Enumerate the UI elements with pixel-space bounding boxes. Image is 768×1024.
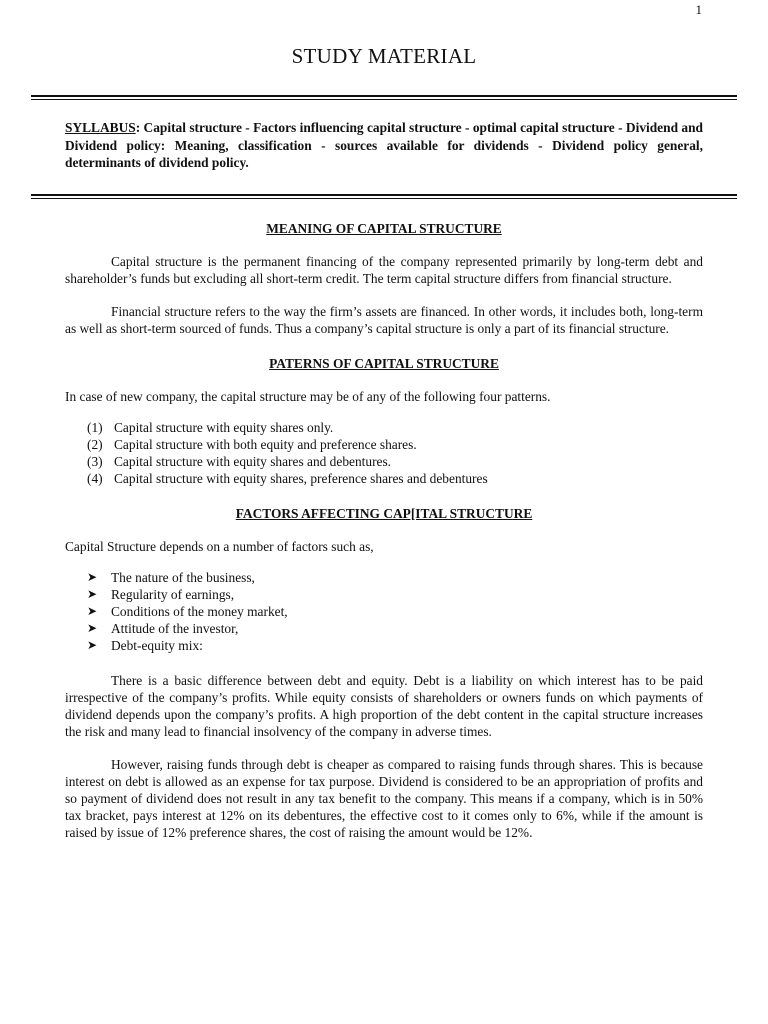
- list-item-text: Capital structure with equity shares, preference shares and debentures: [114, 471, 488, 486]
- list-item: [87, 419, 703, 436]
- list-item: [87, 436, 703, 453]
- arrowhead-bullet-icon: ➤: [87, 570, 98, 584]
- arrowhead-bullet-icon: ➤: [87, 621, 98, 635]
- list-item-number: (3): [87, 454, 103, 469]
- syllabus-label: SYLLABUS: [65, 120, 136, 135]
- list-item-text: Capital structure with equity shares and debentures.: [114, 454, 392, 469]
- list-item: [87, 620, 703, 637]
- double-rule-top: [31, 95, 737, 102]
- list-item-text: The nature of the business,: [111, 570, 255, 585]
- syllabus-text: : Capital structure - Factors influencing capital structure - optimal capital structure - Dividend and Dividend policy: Meaning, classification - sources available for dividends - Dividend policy general, determinants of dividend policy.: [65, 120, 703, 170]
- list-item: [87, 637, 703, 654]
- list-item-number: (1): [87, 420, 103, 435]
- section-heading-meaning: MEANING OF CAPITAL STRUCTURE: [266, 221, 502, 236]
- list-item-number: (4): [87, 471, 103, 486]
- list-item-text: Debt-equity mix:: [111, 638, 203, 653]
- document-body: [65, 220, 703, 841]
- page-number: 1: [695, 2, 702, 17]
- double-rule-bottom: [31, 194, 737, 201]
- list-item: [87, 586, 703, 603]
- paragraph-meaning-2: Financial structure refers to the way the firm’s assets are financed. In other words, it includes both, long-term as well as short-term sourced of funds. Thus a company’s capital structure is only a part of its financial structure.: [65, 304, 703, 336]
- list-item-text: Attitude of the investor,: [111, 621, 239, 636]
- syllabus-block: [65, 119, 703, 172]
- section-heading-factors: FACTORS AFFECTING CAP[ITAL STRUCTURE: [235, 506, 533, 521]
- list-item: [87, 603, 703, 620]
- paragraph-factors-2: However, raising funds through debt is cheaper as compared to raising funds through shares. This is because interest on debt is allowed as an expense for tax purpose. Dividend is considered to be an appropriation of profits and so payment of dividend does not result in any tax benefit to the company. This means if a company, which is in 50% tax bracket, pays interest at 12% on its debentures, the effective cost to it comes only to 6%, while if the amount is raised by issue of 12% preference shares, the cost of raising the amount would be 12%.: [65, 757, 703, 840]
- arrowhead-bullet-icon: ➤: [87, 587, 98, 601]
- paragraph-meaning-1: Capital structure is the permanent financing of the company represented primarily by long-term debt and shareholder’s funds but excluding all short-term credit. The term capital structure differs from financial structure.: [65, 254, 703, 286]
- arrowhead-bullet-icon: ➤: [87, 604, 98, 618]
- list-item: [87, 569, 703, 586]
- list-item-text: Capital structure with equity shares only.: [114, 420, 334, 435]
- document-title: STUDY MATERIAL: [291, 44, 477, 68]
- paragraph-factors-intro: Capital Structure depends on a number of factors such as,: [65, 539, 374, 554]
- patterns-list: [65, 419, 703, 487]
- list-item-text: Regularity of earnings,: [111, 587, 235, 602]
- list-item-text: Conditions of the money market,: [111, 604, 288, 619]
- factors-list: [65, 569, 703, 654]
- list-item-number: (2): [87, 437, 103, 452]
- paragraph-factors-1: There is a basic difference between debt and equity. Debt is a liability on which interest has to be paid irrespective of the company’s profits. While equity consists of shareholders or owners funds on which payments of dividend depends upon the company’s profits. A high proportion of the debt content in the capital structure increases the risk and many lead to financial insolvency of the company in adverse times.: [65, 673, 703, 739]
- paragraph-patterns-intro: In case of new company, the capital structure may be of any of the following four patterns.: [65, 389, 551, 404]
- list-item: [87, 453, 703, 470]
- list-item: [87, 470, 703, 487]
- section-heading-patterns: PATERNS OF CAPITAL STRUCTURE: [269, 356, 499, 371]
- list-item-text: Capital structure with both equity and preference shares.: [114, 437, 417, 452]
- arrowhead-bullet-icon: ➤: [87, 638, 98, 652]
